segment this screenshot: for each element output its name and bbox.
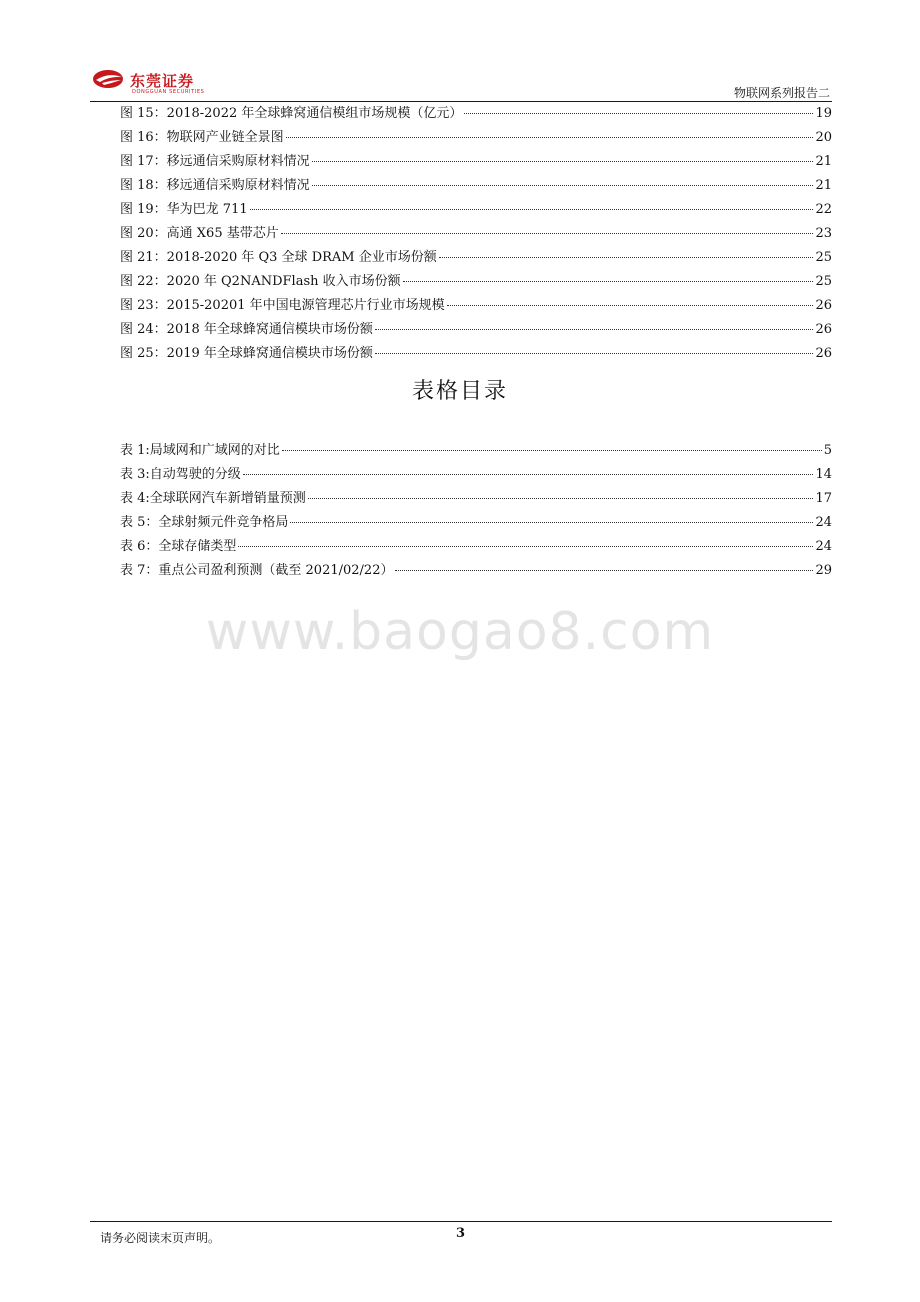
toc-entry-label: 表 3:自动驾驶的分级 [120, 467, 241, 482]
dot-leader [395, 570, 813, 571]
tables-section-title: 表格目录 [411, 379, 508, 404]
toc-entry-label: 图 21：2018-2020 年 Q3 全球 DRAM 企业市场份额 [120, 250, 437, 265]
logo-english-name: DONGGUAN SECURITIES [132, 89, 205, 95]
logo-chinese-name: 东莞证券 [130, 72, 195, 90]
toc-entry-page: 24 [815, 515, 832, 530]
toc-entry-page: 25 [815, 250, 832, 265]
dot-leader [286, 137, 814, 138]
dot-leader [308, 498, 814, 499]
toc-entry-page: 23 [815, 226, 832, 241]
toc-entry-table-5[interactable] [120, 513, 832, 533]
watermark-text: www.baogao8.com [205, 602, 715, 662]
toc-entry-table-4[interactable] [120, 489, 832, 509]
toc-entry-label: 图 24：2018 年全球蜂窝通信模块市场份额 [120, 322, 373, 337]
dot-leader [375, 353, 814, 354]
dot-leader [281, 233, 814, 234]
report-series-title: 物联网系列报告二 [733, 86, 830, 100]
toc-entry-label: 图 22：2020 年 Q2NANDFlash 收入市场份额 [120, 274, 401, 289]
toc-entry-figure-23[interactable] [120, 296, 832, 316]
toc-entry-page: 19 [815, 106, 832, 121]
company-logo [92, 68, 252, 98]
toc-entry-table-6[interactable] [120, 537, 832, 557]
toc-entry-label: 图 25：2019 年全球蜂窝通信模块市场份额 [120, 346, 373, 361]
logo-mark-icon [92, 68, 126, 90]
dot-leader [243, 474, 814, 475]
disclaimer-note: 请务必阅读末页声明。 [100, 1231, 221, 1245]
dot-leader [250, 209, 814, 210]
toc-entry-page: 21 [815, 154, 832, 169]
toc-entry-figure-15[interactable] [120, 104, 832, 124]
toc-entry-page: 5 [823, 443, 832, 458]
toc-entry-label: 图 18：移远通信采购原材料情况 [120, 178, 310, 193]
toc-entry-page: 25 [815, 274, 832, 289]
toc-entry-page: 26 [815, 298, 832, 313]
page-number: 3 [456, 1226, 466, 1241]
toc-entry-figure-25[interactable] [120, 344, 832, 364]
toc-entry-page: 26 [815, 322, 832, 337]
toc-entry-label: 表 5：全球射频元件竞争格局 [120, 515, 289, 530]
toc-entry-label: 图 16：物联网产业链全景图 [120, 130, 284, 145]
dot-leader [238, 546, 813, 547]
dot-leader [403, 281, 814, 282]
toc-entry-label: 图 19：华为巴龙 711 [120, 202, 248, 217]
dot-leader [290, 522, 813, 523]
toc-entry-label: 表 6：全球存储类型 [120, 539, 237, 554]
footer-divider [90, 1221, 832, 1222]
toc-entry-label: 表 1:局域网和广域网的对比 [120, 443, 280, 458]
toc-entry-figure-19[interactable] [120, 200, 832, 220]
dot-leader [312, 161, 814, 162]
toc-entry-label: 图 15：2018-2022 年全球蜂窝通信模组市场规模（亿元） [120, 106, 463, 121]
toc-entry-figure-16[interactable] [120, 128, 832, 148]
toc-entry-table-3[interactable] [120, 465, 832, 485]
dot-leader [312, 185, 814, 186]
toc-entry-page: 14 [815, 467, 832, 482]
header-divider [90, 101, 832, 102]
dot-leader [439, 257, 814, 258]
toc-entry-figure-21[interactable] [120, 248, 832, 268]
toc-entry-figure-18[interactable] [120, 176, 832, 196]
toc-entry-table-1[interactable] [120, 441, 832, 461]
toc-entry-page: 20 [815, 130, 832, 145]
toc-entry-figure-17[interactable] [120, 152, 832, 172]
toc-entry-label: 表 4:全球联网汽车新增销量预测 [120, 491, 306, 506]
dot-leader [282, 450, 822, 451]
toc-entry-page: 24 [815, 539, 832, 554]
toc-entry-figure-24[interactable] [120, 320, 832, 340]
toc-entry-page: 22 [815, 202, 832, 217]
toc-entry-page: 17 [815, 491, 832, 506]
toc-entry-figure-20[interactable] [120, 224, 832, 244]
toc-entry-label: 图 23：2015-20201 年中国电源管理芯片行业市场规模 [120, 298, 445, 313]
toc-entry-page: 29 [815, 563, 832, 578]
dot-leader [464, 113, 813, 114]
dot-leader [375, 329, 814, 330]
toc-entry-table-7[interactable] [120, 561, 832, 581]
dot-leader [447, 305, 814, 306]
page-header [90, 60, 832, 102]
toc-entry-label: 图 20：高通 X65 基带芯片 [120, 226, 279, 241]
toc-entry-page: 21 [815, 178, 832, 193]
toc-entry-page: 26 [815, 346, 832, 361]
toc-entry-figure-22[interactable] [120, 272, 832, 292]
toc-entry-label: 图 17：移远通信采购原材料情况 [120, 154, 310, 169]
toc-entry-label: 表 7：重点公司盈利预测（截至 2021/02/22） [120, 563, 394, 578]
